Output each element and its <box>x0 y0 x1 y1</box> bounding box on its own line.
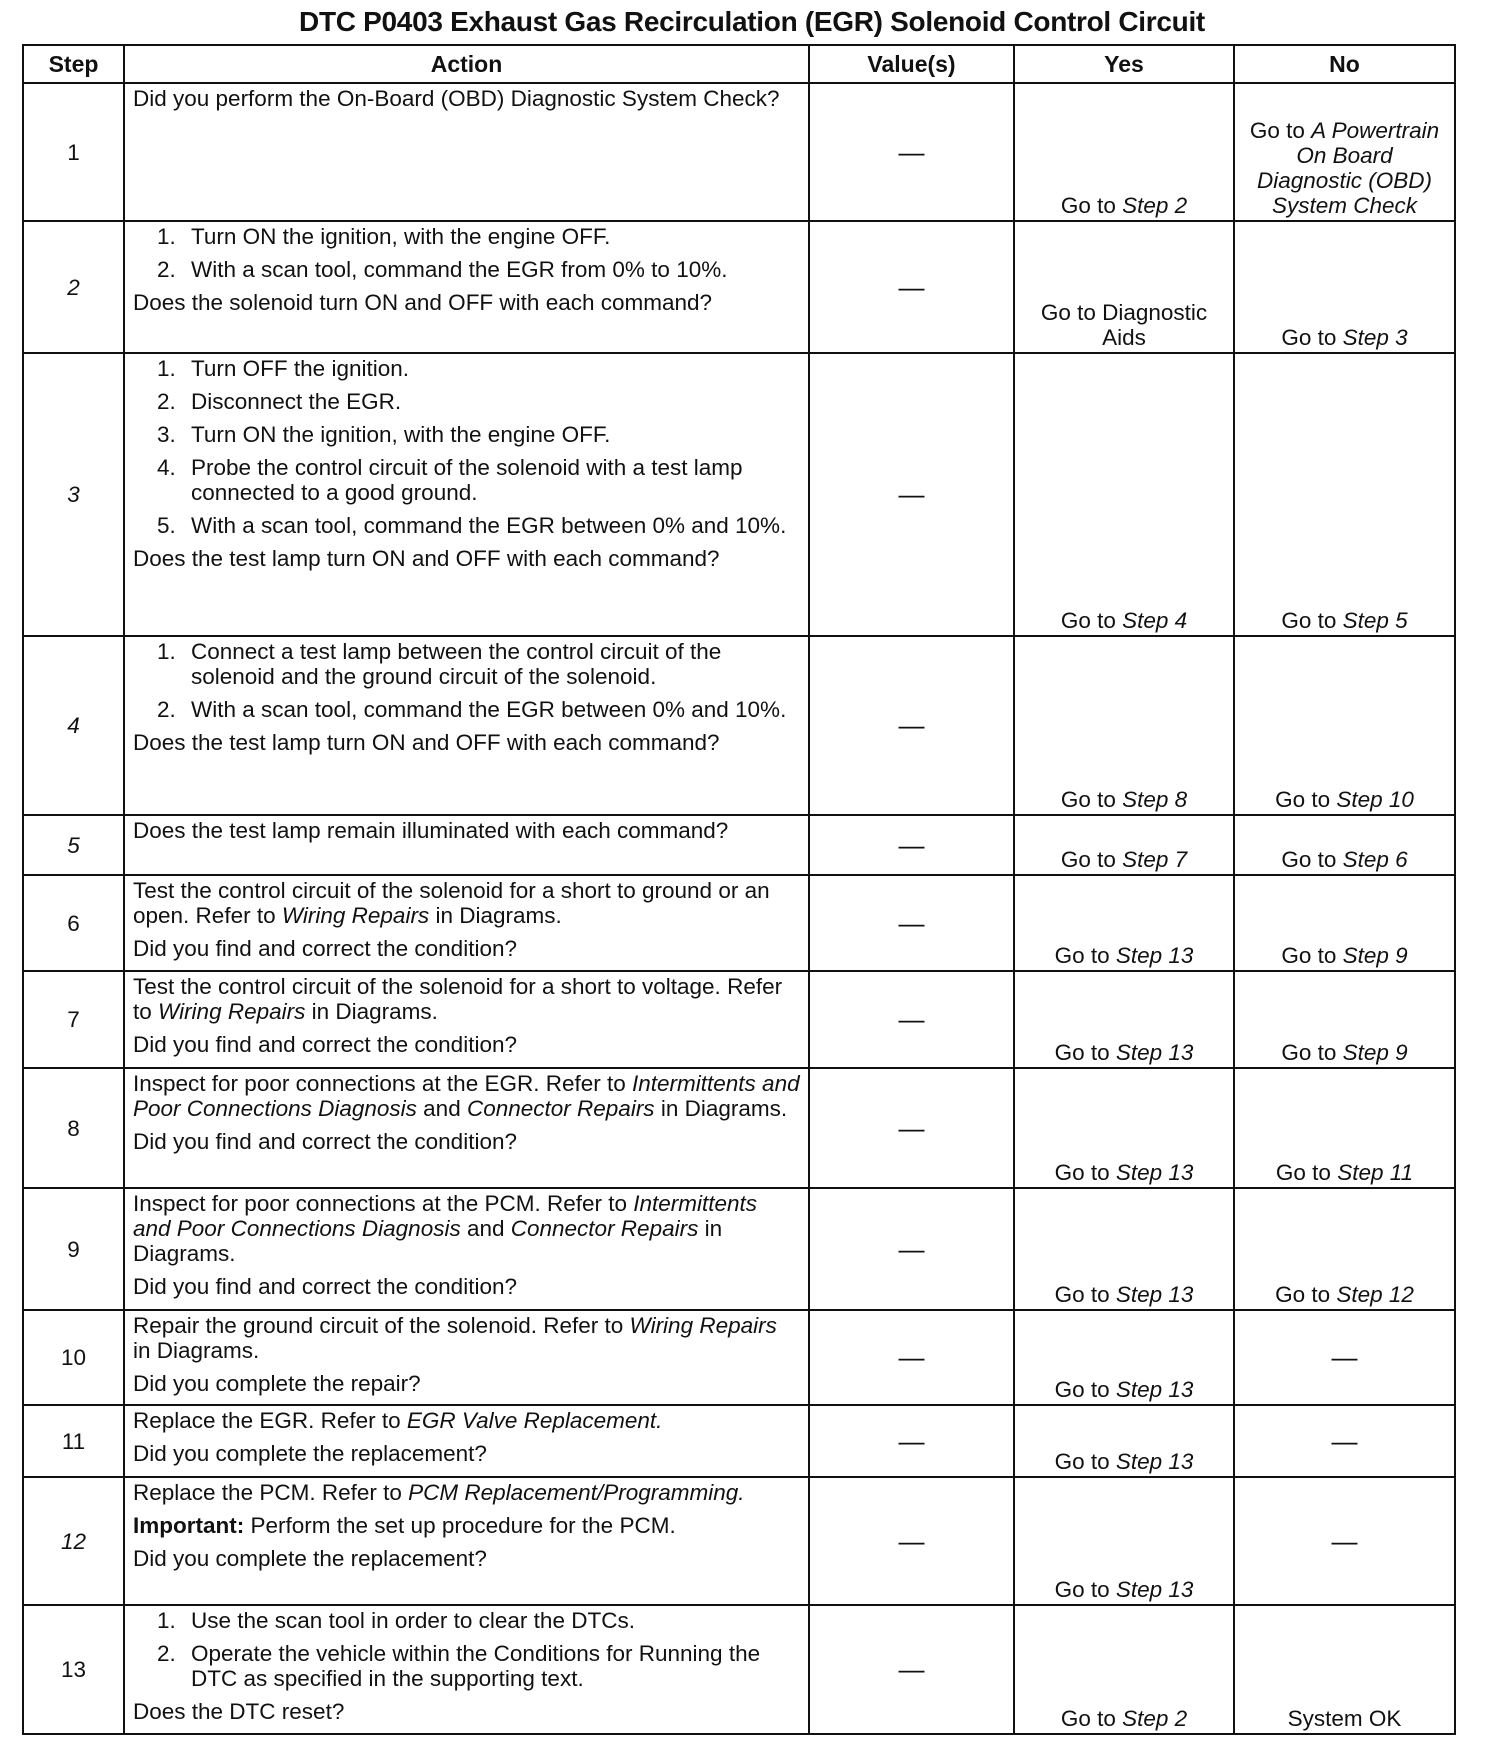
no-cell <box>1234 875 1455 971</box>
header-row <box>23 45 1455 83</box>
text-run: Connector Repairs <box>466 1096 655 1121</box>
action-list-item <box>133 389 800 414</box>
text-run: Turn ON the ignition, with the engine OFF. <box>191 224 611 249</box>
text-run: Go to <box>1054 1577 1116 1602</box>
text-run: in Diagrams. <box>133 1338 260 1363</box>
text-run: Go to <box>1054 1377 1116 1402</box>
text-run: Go to <box>1281 943 1343 968</box>
table-row <box>23 1405 1455 1477</box>
yes-cell <box>1014 1310 1234 1405</box>
action-paragraph <box>133 878 800 928</box>
value-cell: — <box>809 1477 1014 1605</box>
table-row <box>23 1068 1455 1188</box>
text-run: Intermittents and Poor Connections Diagnosis <box>133 1191 758 1241</box>
action-list-item <box>133 356 800 381</box>
value-cell: — <box>809 636 1014 815</box>
action-list-item <box>133 697 800 722</box>
action-paragraph <box>133 974 800 1024</box>
text-run: Go to Diagnostic Aids <box>1040 300 1208 350</box>
action-list-item <box>133 455 800 505</box>
list-number: 2. <box>157 697 176 722</box>
yes-cell <box>1014 815 1234 875</box>
text-run: Step 11 <box>1337 1160 1414 1185</box>
text-run: Go to <box>1060 608 1123 633</box>
text-run: and <box>416 1096 467 1121</box>
action-paragraph <box>133 818 800 843</box>
action-cell <box>124 1405 809 1477</box>
action-paragraph <box>133 1441 800 1466</box>
diagnostic-table <box>22 44 1456 1735</box>
action-paragraph <box>133 1071 800 1121</box>
action-paragraph <box>133 1699 800 1724</box>
text-run: Did you find and correct the condition? <box>133 936 517 961</box>
text-run: Step 6 <box>1342 847 1408 872</box>
value-cell: — <box>809 353 1014 636</box>
step-number: 1 <box>23 83 124 221</box>
text-run: Step 4 <box>1122 608 1188 633</box>
no-cell <box>1234 636 1455 815</box>
text-run: PCM Replacement/Programming. <box>408 1480 745 1505</box>
text-run: Does the test lamp turn ON and OFF with each command? <box>133 546 720 571</box>
action-list-item <box>133 1641 800 1691</box>
action-paragraph <box>133 1191 800 1266</box>
value-cell: — <box>809 83 1014 221</box>
header-step: Step <box>23 45 124 83</box>
text-run: Did you find and correct the condition? <box>133 1129 517 1154</box>
action-cell <box>124 353 809 636</box>
action-paragraph <box>133 1408 800 1433</box>
action-list-item <box>133 224 800 249</box>
action-list-item <box>133 639 800 689</box>
text-run: Go to <box>1281 325 1343 350</box>
text-run: — <box>1331 1425 1358 1456</box>
value-cell: — <box>809 221 1014 353</box>
text-run: Step 7 <box>1122 847 1188 872</box>
action-paragraph <box>133 1129 800 1154</box>
step-number: 5 <box>23 815 124 875</box>
text-run: in Diagrams. <box>133 1216 723 1266</box>
text-run: Go to <box>1060 193 1123 218</box>
text-run: System OK <box>1287 1706 1402 1731</box>
yes-cell <box>1014 1477 1234 1605</box>
action-cell <box>124 971 809 1068</box>
text-run: Step 3 <box>1342 325 1408 350</box>
text-run: Step 13 <box>1115 1449 1194 1474</box>
no-cell <box>1234 353 1455 636</box>
table-row <box>23 1477 1455 1605</box>
text-run: Probe the control circuit of the solenoid with a test lamp connected to a good ground. <box>191 455 743 505</box>
yes-cell <box>1014 1068 1234 1188</box>
action-paragraph <box>133 730 800 755</box>
value-cell: — <box>809 1310 1014 1405</box>
table-row <box>23 1188 1455 1310</box>
text-run: Step 13 <box>1115 1577 1194 1602</box>
text-run: Go to <box>1249 118 1312 143</box>
yes-cell <box>1014 875 1234 971</box>
step-number: 12 <box>23 1477 124 1605</box>
text-run: Go to <box>1054 1282 1116 1307</box>
text-run: in Diagrams. <box>654 1096 788 1121</box>
step-number: 13 <box>23 1605 124 1734</box>
header-action: Action <box>124 45 809 83</box>
value-cell: — <box>809 1605 1014 1734</box>
text-run: Step 5 <box>1342 608 1408 633</box>
action-paragraph <box>133 290 800 315</box>
text-run: Does the test lamp turn ON and OFF with each command? <box>133 730 720 755</box>
action-cell <box>124 83 809 221</box>
action-cell <box>124 1477 809 1605</box>
yes-cell <box>1014 971 1234 1068</box>
text-run: in Diagrams. <box>429 903 562 928</box>
text-run: and <box>460 1216 511 1241</box>
no-cell <box>1234 1605 1455 1734</box>
text-run: Go to <box>1281 1040 1343 1065</box>
text-run: Go to <box>1275 1282 1337 1307</box>
table-row <box>23 1310 1455 1405</box>
list-number: 2. <box>157 257 176 282</box>
no-cell <box>1234 815 1455 875</box>
text-run: Replace the EGR. Refer to <box>133 1408 407 1433</box>
list-number: 1. <box>157 1608 176 1633</box>
text-run: With a scan tool, command the EGR between 0% and 10%. <box>191 513 787 538</box>
header-yes: Yes <box>1014 45 1234 83</box>
no-cell <box>1234 1310 1455 1405</box>
table-row <box>23 1605 1455 1734</box>
action-cell <box>124 1068 809 1188</box>
text-run: Use the scan tool in order to clear the DTCs. <box>191 1608 635 1633</box>
step-number: 11 <box>23 1405 124 1477</box>
text-run: Does the test lamp remain illuminated with each command? <box>133 818 729 843</box>
value-cell: — <box>809 971 1014 1068</box>
step-number: 8 <box>23 1068 124 1188</box>
text-run: Does the solenoid turn ON and OFF with each command? <box>133 290 713 315</box>
action-list-item <box>133 1608 800 1633</box>
no-cell <box>1234 1188 1455 1310</box>
action-paragraph <box>133 936 800 961</box>
value-cell: — <box>809 1068 1014 1188</box>
text-run: Test the control circuit of the solenoid for a short to voltage. Refer to <box>133 974 783 1024</box>
text-run: Disconnect the EGR. <box>191 389 402 414</box>
yes-cell <box>1014 83 1234 221</box>
text-run: With a scan tool, command the EGR from 0% to 10%. <box>191 257 728 282</box>
text-run: Step 13 <box>1115 1377 1194 1402</box>
action-paragraph <box>133 1274 800 1299</box>
table-row <box>23 875 1455 971</box>
value-cell: — <box>809 1188 1014 1310</box>
action-paragraph <box>133 1513 800 1538</box>
text-run: Step 13 <box>1115 943 1194 968</box>
action-cell <box>124 815 809 875</box>
yes-cell <box>1014 221 1234 353</box>
action-paragraph <box>133 1480 800 1505</box>
action-paragraph <box>133 1313 800 1363</box>
table-row <box>23 636 1455 815</box>
action-list-item <box>133 257 800 282</box>
table-row <box>23 83 1455 221</box>
text-run: Perform the set up procedure for the PCM. <box>244 1513 676 1538</box>
text-run: Did you perform the On-Board (OBD) Diagnostic System Check? <box>133 86 780 111</box>
yes-cell <box>1014 353 1234 636</box>
page-title: DTC P0403 Exhaust Gas Recirculation (EGR) Solenoid Control Circuit <box>299 6 1205 37</box>
no-cell <box>1234 1068 1455 1188</box>
text-run: Step 2 <box>1122 193 1188 218</box>
text-run: Go to <box>1275 1160 1338 1185</box>
text-run: Did you complete the replacement? <box>133 1441 487 1466</box>
value-cell: — <box>809 815 1014 875</box>
no-cell <box>1234 971 1455 1068</box>
text-run: EGR Valve Replacement. <box>406 1408 663 1433</box>
action-cell <box>124 1188 809 1310</box>
step-number: 6 <box>23 875 124 971</box>
text-run: Turn OFF the ignition. <box>191 356 410 381</box>
text-run: Go to <box>1281 847 1343 872</box>
text-run: Go to <box>1281 608 1343 633</box>
text-run: Test the control circuit of the solenoid for a short to ground or an open. Refer to <box>133 878 770 928</box>
text-run: Did you complete the repair? <box>133 1371 421 1396</box>
text-run: Connect a test lamp between the control circuit of the solenoid and the ground circuit of the solenoid. <box>191 639 722 689</box>
action-paragraph <box>133 86 800 111</box>
text-run: — <box>1331 1525 1358 1556</box>
yes-cell <box>1014 1605 1234 1734</box>
table-row <box>23 971 1455 1068</box>
list-number: 1. <box>157 224 176 249</box>
text-run: Does the DTC reset? <box>133 1699 345 1724</box>
text-run: Go to <box>1054 1160 1116 1185</box>
step-number: 7 <box>23 971 124 1068</box>
text-run: With a scan tool, command the EGR between 0% and 10%. <box>191 697 787 722</box>
step-number: 4 <box>23 636 124 815</box>
step-number: 2 <box>23 221 124 353</box>
text-run: Go to <box>1054 1449 1116 1474</box>
step-number: 3 <box>23 353 124 636</box>
table-row <box>23 353 1455 636</box>
text-run: — <box>1331 1342 1358 1372</box>
text-run: Replace the PCM. Refer to <box>133 1480 409 1505</box>
text-run: Go to <box>1054 943 1116 968</box>
action-paragraph <box>133 1032 800 1057</box>
text-run: Go to <box>1060 847 1123 872</box>
text-run: Wiring Repairs <box>158 999 306 1024</box>
text-run: Go to <box>1060 787 1123 812</box>
action-paragraph <box>133 1546 800 1571</box>
text-run: Go to <box>1054 1040 1116 1065</box>
action-cell <box>124 1310 809 1405</box>
no-cell <box>1234 1477 1455 1605</box>
text-run: Wiring Repairs <box>281 903 430 928</box>
action-cell <box>124 636 809 815</box>
text-run: Operate the vehicle within the Conditions for Running the DTC as specified in the supporting text. <box>191 1641 761 1691</box>
list-number: 3. <box>157 422 176 447</box>
text-run: Did you find and correct the condition? <box>133 1032 517 1057</box>
text-run: Step 13 <box>1115 1040 1194 1065</box>
text-run: Step 2 <box>1122 1706 1188 1731</box>
value-cell: — <box>809 875 1014 971</box>
action-cell <box>124 1605 809 1734</box>
text-run: Step 8 <box>1122 787 1188 812</box>
value-cell: — <box>809 1405 1014 1477</box>
list-number: 5. <box>157 513 176 538</box>
text-run: Repair the ground circuit of the solenoid. Refer to <box>133 1313 630 1338</box>
text-run: Intermittents and Poor Connections Diagnosis <box>133 1071 800 1121</box>
text-run: Step 9 <box>1342 943 1408 968</box>
yes-cell <box>1014 1405 1234 1477</box>
text-run: Did you complete the replacement? <box>133 1546 487 1571</box>
no-cell <box>1234 1405 1455 1477</box>
list-number: 1. <box>157 639 176 664</box>
no-cell <box>1234 221 1455 353</box>
step-number: 10 <box>23 1310 124 1405</box>
text-run: Step 10 <box>1336 787 1414 812</box>
list-number: 4. <box>157 455 176 480</box>
text-run: Wiring Repairs <box>629 1313 777 1338</box>
step-number: 9 <box>23 1188 124 1310</box>
text-run: in Diagrams. <box>305 999 438 1024</box>
action-paragraph <box>133 1371 800 1396</box>
text-run: Go to <box>1275 787 1337 812</box>
no-cell <box>1234 83 1455 221</box>
text-run: Step 9 <box>1342 1040 1408 1065</box>
list-number: 2. <box>157 389 176 414</box>
text-run: Inspect for poor connections at the EGR. Refer to <box>133 1071 633 1096</box>
table-row <box>23 221 1455 353</box>
text-run: Step 12 <box>1336 1282 1414 1307</box>
text-run: Go to <box>1060 1706 1123 1731</box>
list-number: 1. <box>157 356 176 381</box>
action-list-item <box>133 422 800 447</box>
action-paragraph <box>133 546 800 571</box>
yes-cell <box>1014 1188 1234 1310</box>
yes-cell <box>1014 636 1234 815</box>
action-cell <box>124 221 809 353</box>
table-row <box>23 815 1455 875</box>
action-cell <box>124 875 809 971</box>
text-run: Connector Repairs <box>510 1216 699 1241</box>
text-run: Step 13 <box>1115 1160 1194 1185</box>
text-run: Important: <box>133 1513 245 1538</box>
text-run: Inspect for poor connections at the PCM. Refer to <box>133 1191 634 1216</box>
text-run: A Powertrain On Board Diagnostic (OBD) System Check <box>1256 118 1440 218</box>
text-run: Did you find and correct the condition? <box>133 1274 517 1299</box>
list-number: 2. <box>157 1641 176 1666</box>
text-run: Turn ON the ignition, with the engine OFF. <box>191 422 611 447</box>
text-run: Step 13 <box>1115 1282 1194 1307</box>
header-no: No <box>1234 45 1455 83</box>
action-list-item <box>133 513 800 538</box>
header-values: Value(s) <box>809 45 1014 83</box>
